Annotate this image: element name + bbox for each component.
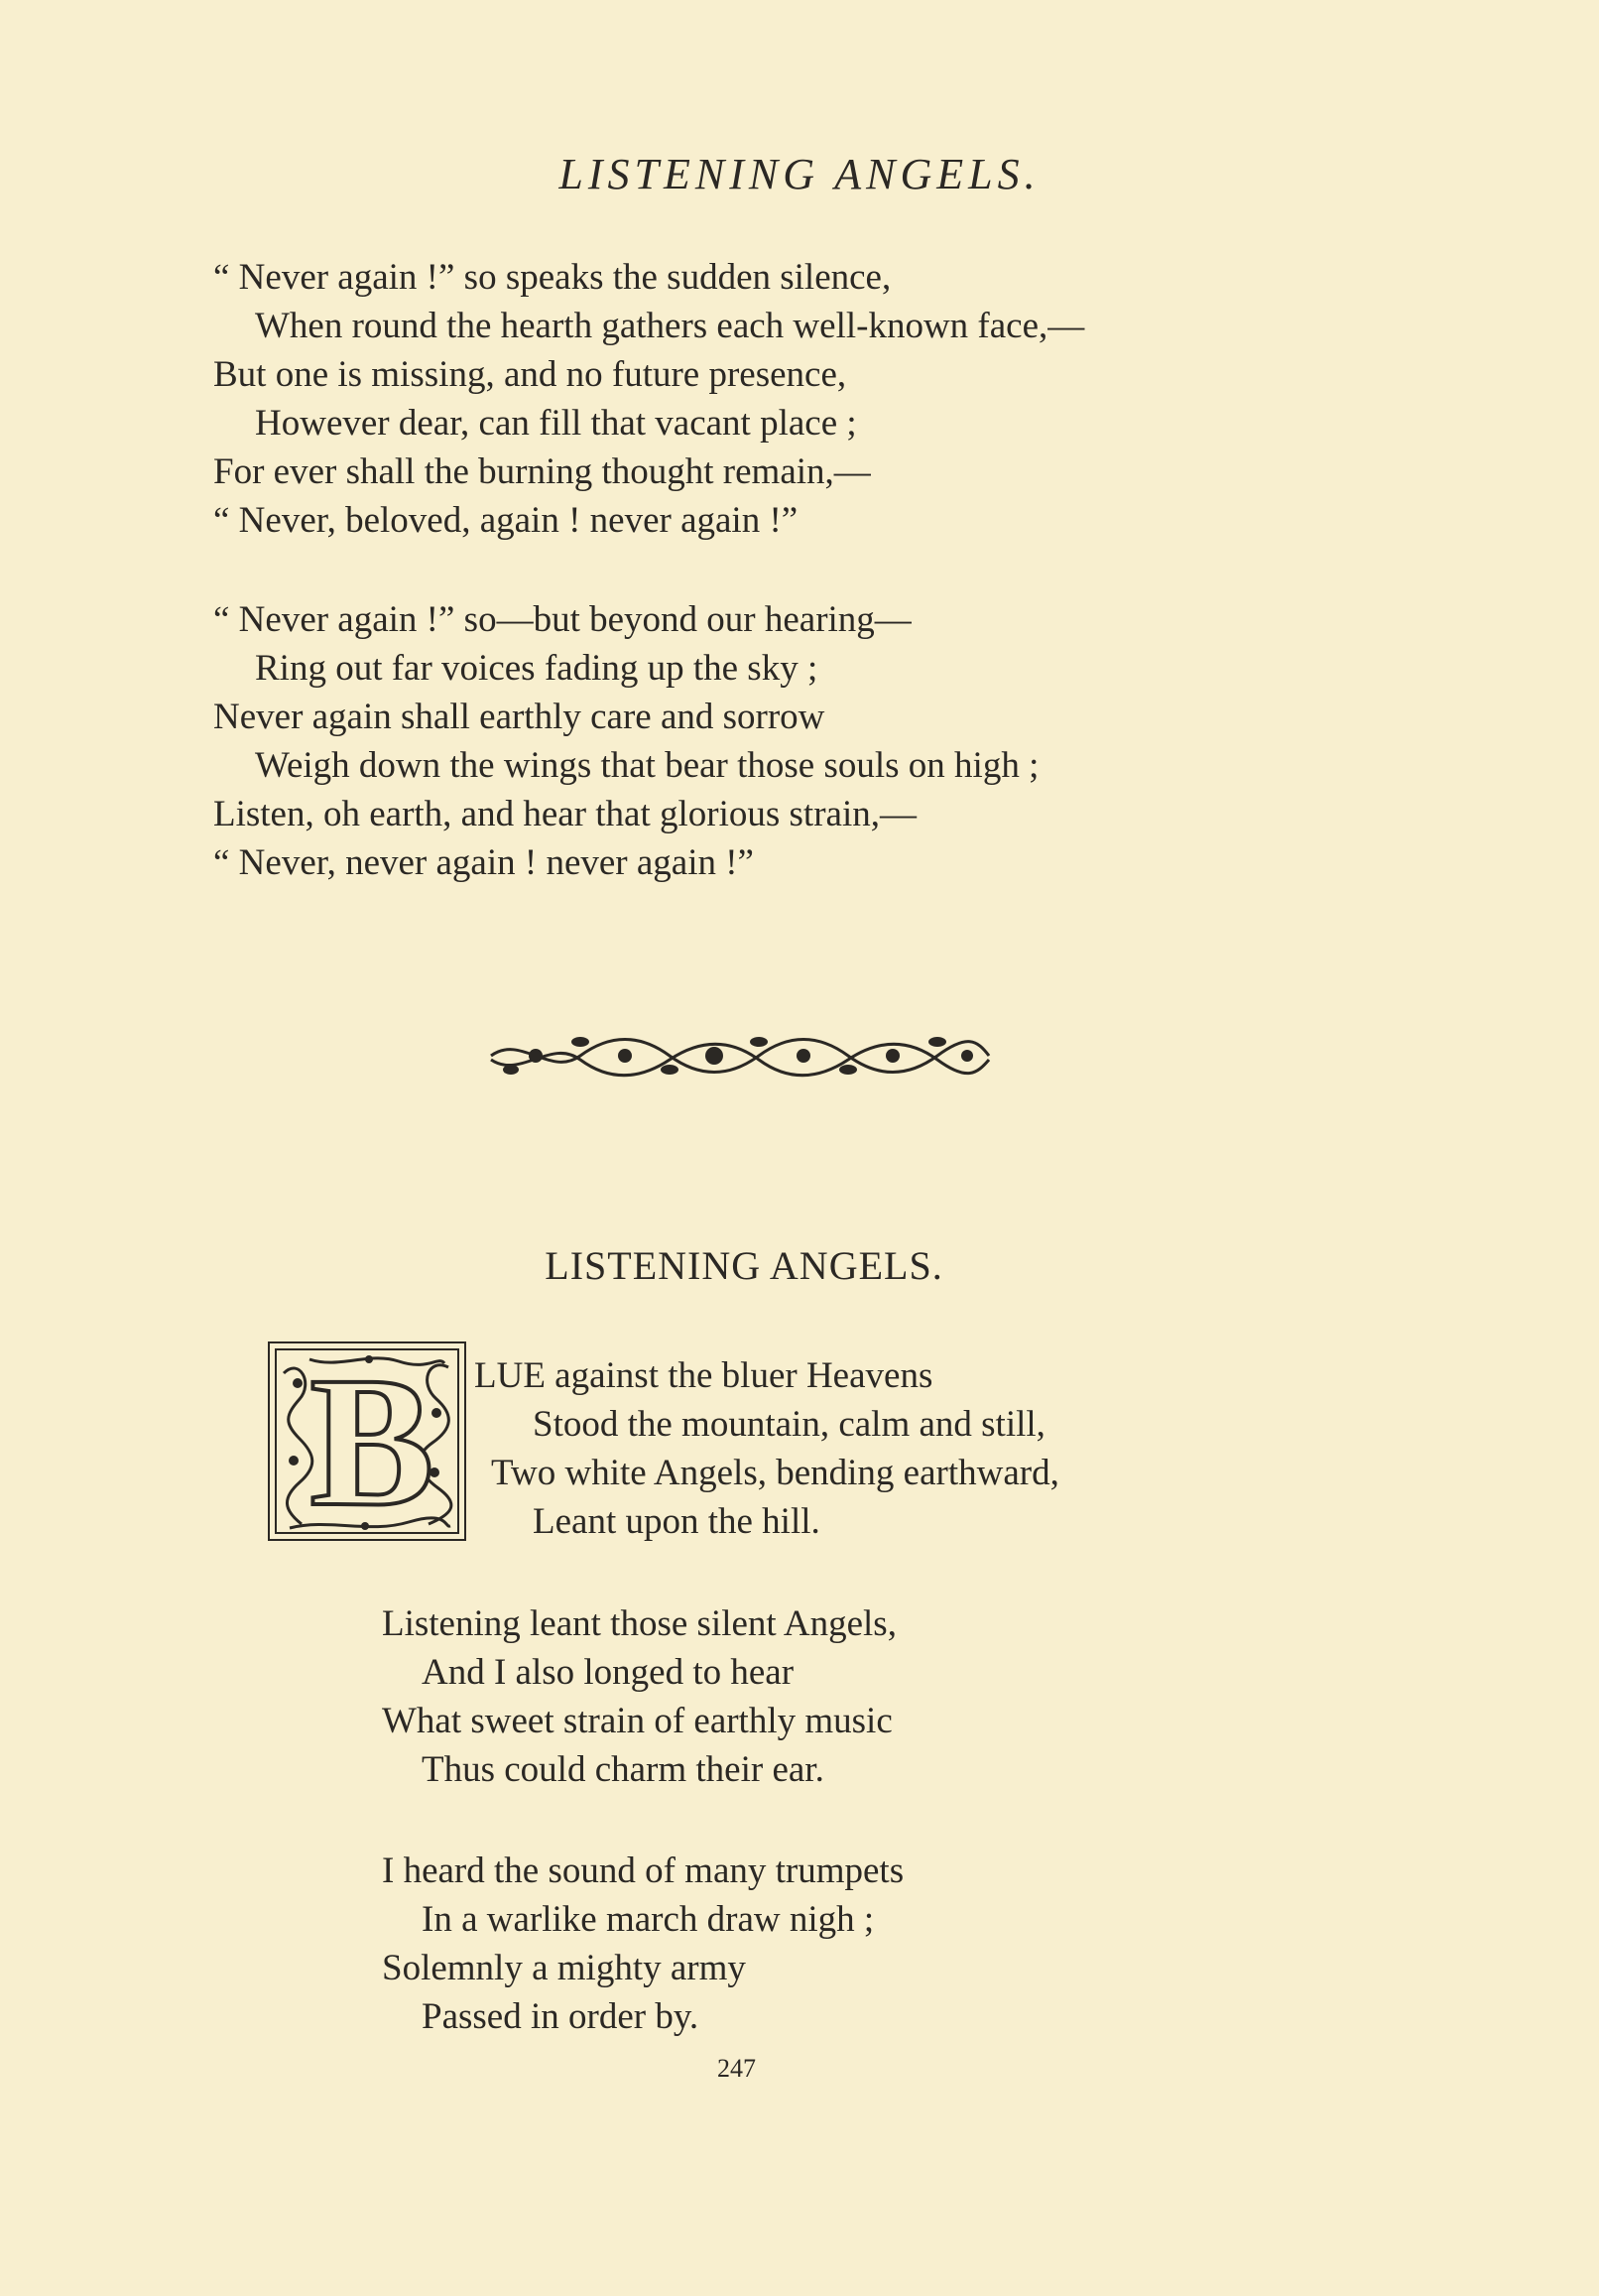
verse-line: Passed in order by. (422, 1996, 699, 2037)
drop-cap-box (268, 1338, 466, 1545)
verse-line: Thus could charm their ear. (422, 1749, 824, 1790)
verse-line: When round the hearth gathers each well-known face,— (255, 306, 1085, 346)
section-title: LISTENING ANGELS. (545, 1243, 943, 1288)
verse-line: However dear, can fill that vacant place ; (255, 403, 857, 444)
verse-line: “ Never again !” so—but beyond our hearing— (213, 599, 912, 640)
verse-line: LUE against the bluer Heavens (474, 1355, 933, 1396)
verse-line: Never again shall earthly care and sorrow (213, 697, 825, 737)
verse-line: Solemnly a mighty army (382, 1948, 746, 1988)
verse-line: “ Never again !” so speaks the sudden silence, (213, 257, 892, 298)
drop-cap-letter: B (309, 1338, 434, 1545)
verse-line: “ Never, beloved, again ! never again !” (213, 500, 799, 541)
floral-ornament-icon (481, 1030, 997, 1082)
verse-line: Listen, oh earth, and hear that glorious strain,— (213, 794, 917, 834)
verse-line: Stood the mountain, calm and still, (533, 1404, 1046, 1445)
verse-line: And I also longed to hear (422, 1652, 795, 1693)
verse-line: Weigh down the wings that bear those souls on high ; (255, 745, 1040, 786)
running-head: LISTENING ANGELS. (558, 150, 1041, 198)
page-number: 247 (717, 2054, 756, 2083)
verse-line: “ Never, never again ! never again !” (213, 842, 754, 883)
verse-line: I heard the sound of many trumpets (382, 1850, 905, 1891)
verse-line: Listening leant those silent Angels, (382, 1603, 897, 1644)
verse-line: Ring out far voices fading up the sky ; (255, 648, 818, 689)
verse-line: What sweet strain of earthly music (382, 1701, 893, 1741)
verse-line: In a warlike march draw nigh ; (422, 1899, 875, 1940)
verse-line: But one is missing, and no future presence, (213, 354, 847, 395)
verse-line: Two white Angels, bending earthward, (491, 1453, 1059, 1493)
verse-line: Leant upon the hill. (533, 1501, 820, 1542)
verse-line: For ever shall the burning thought remain,— (213, 451, 871, 492)
